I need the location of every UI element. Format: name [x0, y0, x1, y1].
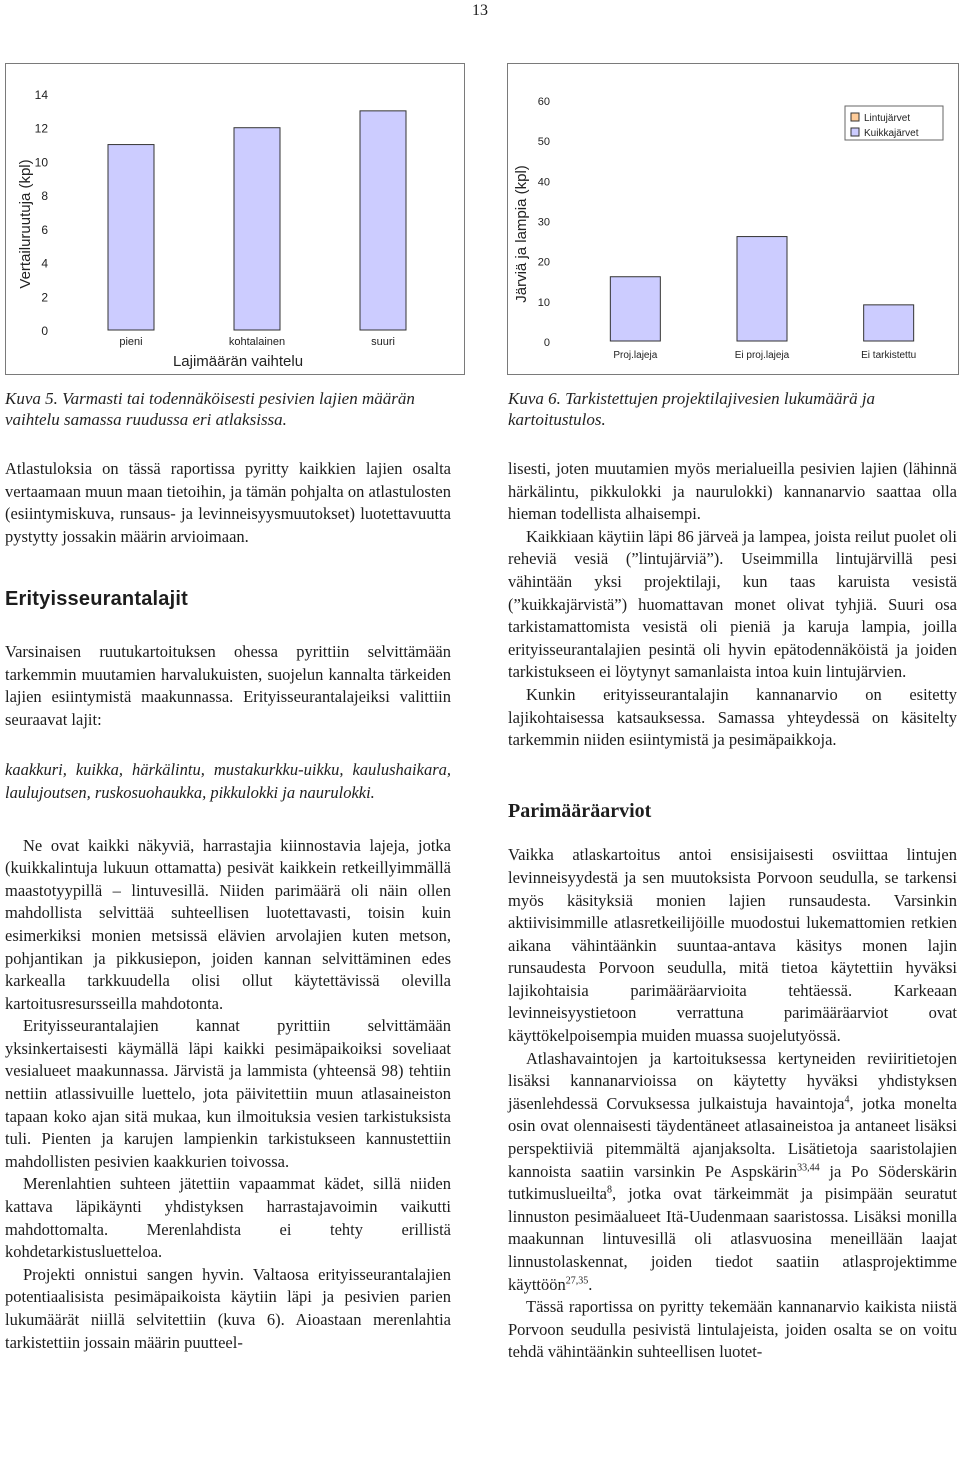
chart1-bar [108, 145, 154, 330]
chart1-y-tick-label: 10 [34, 155, 48, 170]
chart2-y-tick-label: 30 [537, 216, 550, 229]
left-column [5, 458, 451, 1354]
chart1-xlabel: Lajimäärän vaihtelu [172, 353, 304, 370]
right-paragraph-4: Vaikka atlaskartoitus antoi ensisijaisesti osviittaa lintujen levinneisyydestä ja sen muutoksista Porvoon seudulla, se tarkensi myös käsityksiä monien lajien runsaudesta. Varsinkin aktiivisimmille atlasretkeilijöille muodostui lukemattomien retkien aikana vähintäänkin suuntaa-antava käsitys monen lajin runsaudesta Porvoon seudulla, mitä tietoa käytettiin hyväksi lajikohtaisia parimääräarvioita tehtäessä. Karkeaan levinneisyystietoon verrattuna parimääräarviot ovat käyttökelpoisempia muiden muassa suojelutyössä. [508, 845, 957, 1046]
chart1-x-tick-label: kohtalainen [228, 336, 286, 348]
left-paragraph-6: Projekti onnistui sangen hyvin. Valtaosa erityisseurantalajien potentiaalisista pesimäpaikoista käytiin läpi ja pesivien parien lukumäärät niillä selvitettiin (kuva 6). Aioastaan merenlahtia tarkistettiin jossain määrin puutteel- [5, 1264, 451, 1352]
page-number: 13 [472, 2, 488, 19]
chart2-x-tick-label: Ei tarkistettu [861, 350, 917, 361]
chart-lakes-checked-svg [508, 64, 958, 374]
chart2-legend-swatch [851, 128, 859, 136]
citation-superscript: 4 [844, 1094, 850, 1106]
chart2-y-tick-label: 60 [537, 96, 550, 108]
left-paragraph-4: Erityisseurantalajien kannat pyrittiin selvittämään yksinkertaisesti käymällä läpi kaikki pesimäpaikoiksi soveliaat vesialueet maakunnassa. Järvistä ja lammista (yhteensä 98) tehtiin nettiin atlassivuille luettelo, jota päivitettiin muun atlasaineiston tapaan koko ajan sitä mukaa, kun ilmoituksia vesien tarkistuksista tuli. Pienten ja karujen lampienkin tarkistukseen kannustettiin mahdollisten pesivien kaakkurien toivossa. [5, 1016, 451, 1171]
chart1-y-tick-label: 14 [34, 88, 48, 102]
chart2-ylabel: Järviä ja lampia (kpl) [513, 165, 530, 303]
chart1-y-tick-label: 0 [41, 324, 48, 338]
chart1-bar [234, 128, 280, 330]
figure-6-caption: Kuva 6. Tarkistettujen projektilajivesien lukumäärä ja kartoitustulos. [508, 389, 876, 429]
chart2-x-tick-label: Ei proj.lajeja [734, 350, 790, 361]
citation-superscript: 33,44 [797, 1162, 820, 1174]
left-paragraph-3: Ne ovat kaikki näkyviä, harrastajia kiinnostavia lajeja, jotka (kuikkalintuja lukuun ottamatta) pesivät kaikkein retkeillyimmällä maastotyypillä – lintuvesillä. Niiden parimäärä oli näin ollen mahdollista selvittää suhteellisen luotettavasti, toisin kuin esimerkiksi monien metsissä elävien arvolajien kuten metson, pohjantikan ja pikkusiepon, joiden kannan selvittäminen edes karkealla tarkkuudella olisi ollut käytettävissä olevilla kartoitusresursseilla mahdotonta. [5, 835, 451, 1013]
chart2-legend-swatch [851, 113, 859, 121]
right-paragraph-5-part-3: ja Po Söderskärin tutkimuslueilta [508, 1161, 958, 1204]
right-paragraph-5-part-5: . [588, 1274, 593, 1294]
left-paragraph-2: Varsinaisen ruutukartoituksen ohessa pyrittiin selvittämään tarkemmin muutamien harvalukuisten, suojelun kannalta tärkeiden lajien esiintymistä maakunnassa. Erityisseurantalajeiksi valittiin seuraavat lajit: [5, 641, 451, 729]
chart-species-variation-svg [6, 64, 464, 374]
chart1-y-tick-label: 2 [41, 290, 48, 305]
chart2-bar-segment [610, 277, 660, 341]
chart2-x-tick-label: Proj.lajeja [613, 350, 658, 361]
left-paragraph-5: Merenlahtien suhteen jätettiin vapaammat kädet, sillä niiden kattava läpikäynti yhdistyksen harrastajavoimin vaikutti mahdottomalta. Merenlahdista ei tehty erillistä kohdetarkistusluetteloa. [5, 1174, 451, 1262]
right-paragraph-3: Kunkin erityisseurantalajin kannanarvio on esitetty lajikohtaisessa katsauksessa. Samassa yhteydessä on käsitelty tarkemmin niiden esiintymistä ja pesimäpaikkoja. [508, 684, 957, 750]
chart-lakes-checked [507, 63, 959, 375]
chart2-y-tick-label: 50 [537, 136, 550, 149]
chart1-y-tick-label: 12 [34, 121, 48, 136]
chart1-y-tick-label: 6 [41, 222, 48, 237]
right-column [508, 458, 957, 1364]
chart2-bar-segment [737, 237, 787, 341]
chart1-x-tick-label: suuri [371, 336, 395, 348]
chart2-y-tick-label: 20 [537, 256, 550, 269]
chart2-legend-label: Lintujärvet [864, 113, 911, 124]
chart1-bar [360, 111, 406, 330]
chart1-ylabel: Vertailuruutuja (kpl) [17, 159, 34, 289]
section-heading-erityisseurantalajit: Erityisseurantalajit [5, 588, 188, 611]
left-paragraph-1: Atlastuloksia on tässä raportissa pyritty kaikkien lajien osalta vertaamaan muun maan tietoihin, ja tämän pohjalta on atlastulosten (esiintymiskuva, runsaus- ja levinneisyysmuutokset) luotettavuutta pystytty jossakin määrin arvioimaan. [5, 459, 451, 546]
right-paragraph-2: Kaikkiaan käytiin läpi 86 järveä ja lampea, joista reilut puolet oli reheviä vesiä (”lintujärviä”). Useimmilla lintujärvillä pesi vähintään yksi projektilaji, kun taas karuista vesistä (”kuikkajärvistä”) huomattavan monet olivat tyhjiä. Suuri osa tarkistamattomista vesistä oli pieniä ja karuja lampia, joilla erityisseurantalajien pesintä oli hyvin epätodennäköistä ja joiden tarkistukseen ei löytynyt samanlaista intoa kuin lintujärvien. [508, 526, 957, 682]
chart2-bar-segment [864, 305, 914, 341]
chart2-y-tick-label: 40 [537, 176, 550, 189]
chart1-y-tick-label: 4 [41, 256, 48, 271]
right-paragraph-5-part-4: , jotka ovat tärkeimmät ja pisimpään seuratut linnuston pesimäalueet Itä-Uudenmaan saaristossa. Lisäksi monilla maakunnan lintuvesillä oli atlasvuosina meneillään laajat linnustolaskennat, joiden tiedot saatiin atlasprojektimme käyttöön [508, 1184, 957, 1294]
chart1-x-tick-label: pieni [119, 336, 143, 348]
chart1-y-tick-label: 8 [41, 189, 48, 204]
right-paragraph-5-part-2: , jotka monelta osin ovat olennaisesti täydentäneet atlasaineistoa ja antaneet lisäksi perspektiiviä pitemmältä ajanjaksolta. Lisätietoja saaristolajien kannoista saatiin varsinkin Pe Aspskärin [508, 1093, 957, 1181]
chart2-legend-label: Kuikkajärvet [864, 128, 919, 139]
right-paragraph-5-part-1: Atlashavaintojen ja kartoituksessa kertyneiden reviiritietojen lisäksi kannanarvioissa on käytetty hyväksi yhdistyksen jäsenlehdessä Corvuksessa julkaistuja havaintoja [508, 1048, 957, 1113]
right-paragraph-1: lisesti, joten muutamien myös merialueilla pesivien lajien (lähinnä härkälintu, pikkulokki ja naurulokki) kannanarvio saattaa olla hieman todellista alhaisempi. [508, 459, 957, 524]
chart2-y-tick-label: 0 [543, 337, 550, 349]
chart2-y-tick-label: 10 [537, 296, 550, 309]
right-paragraph-5 [508, 1048, 957, 1297]
chart-species-variation [5, 63, 465, 375]
right-paragraph-6: Tässä raportissa on pyritty tekemään kannanarvio kaikista niistä Porvoon seudulla pesivistä lintulajeista, joiden osalta se on voitu tehdä vähintäänkin suhteellisen luotet- [508, 1297, 957, 1362]
figure-5-caption: Kuva 5. Varmasti tai todennäköisesti pesivien lajien määrän vaihtelu samassa ruudussa eri atlaksissa. [5, 389, 415, 429]
citation-superscript: 27,35 [565, 1275, 589, 1287]
citation-superscript: 8 [607, 1184, 612, 1196]
section-heading-parimaaraarviot: Parimääräarviot [508, 799, 652, 822]
species-list: kaakkuri, kuikka, härkälintu, mustakurkku-uikku, kaulushaikara, laulujoutsen, ruskosuohaukka, pikkulokki ja naurulokki. [5, 760, 451, 802]
